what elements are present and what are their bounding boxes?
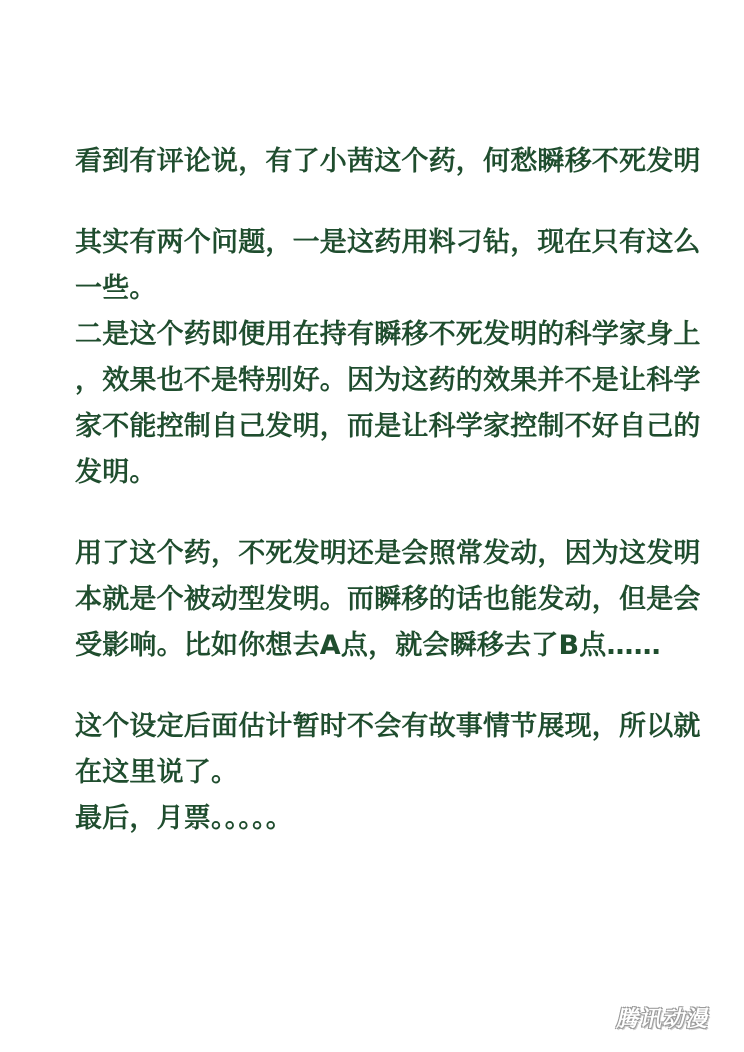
- text-line-8: 用了这个药，不死发明还是会照常发动，因为这发明: [75, 538, 701, 569]
- watermark-logo: [605, 1002, 723, 1032]
- text-line-12: 在这里说了。: [75, 757, 239, 788]
- text-line-11: 这个设定后面估计暂时不会有故事情节展现，所以就: [75, 711, 701, 742]
- text-line-6: 家不能控制自己发明，而是让科学家控制不好自己的: [75, 411, 701, 442]
- watermark-text: 腾讯动漫: [614, 1006, 713, 1032]
- text-line-4: 二是这个药即便用在持有瞬移不死发明的科学家身上: [75, 319, 701, 350]
- text-line-1: 看到有评论说，有了小茜这个药，何愁瞬移不死发明: [75, 146, 701, 177]
- text-line-2: 其实有两个问题，一是这药用料刁钻，现在只有这么: [75, 227, 701, 258]
- text-line-10: 受影响。比如你想去A点，就会瞬移去了B点……: [75, 630, 661, 661]
- text-line-5: ，效果也不是特别好。因为这药的效果并不是让科学: [75, 365, 701, 396]
- text-line-7: 发明。: [75, 457, 157, 488]
- text-line-9: 本就是个被动型发明。而瞬移的话也能发动，但是会: [75, 584, 701, 615]
- text-line-13: 最后，月票。。。。。: [75, 803, 293, 834]
- text-line-3: 一些。: [75, 273, 157, 304]
